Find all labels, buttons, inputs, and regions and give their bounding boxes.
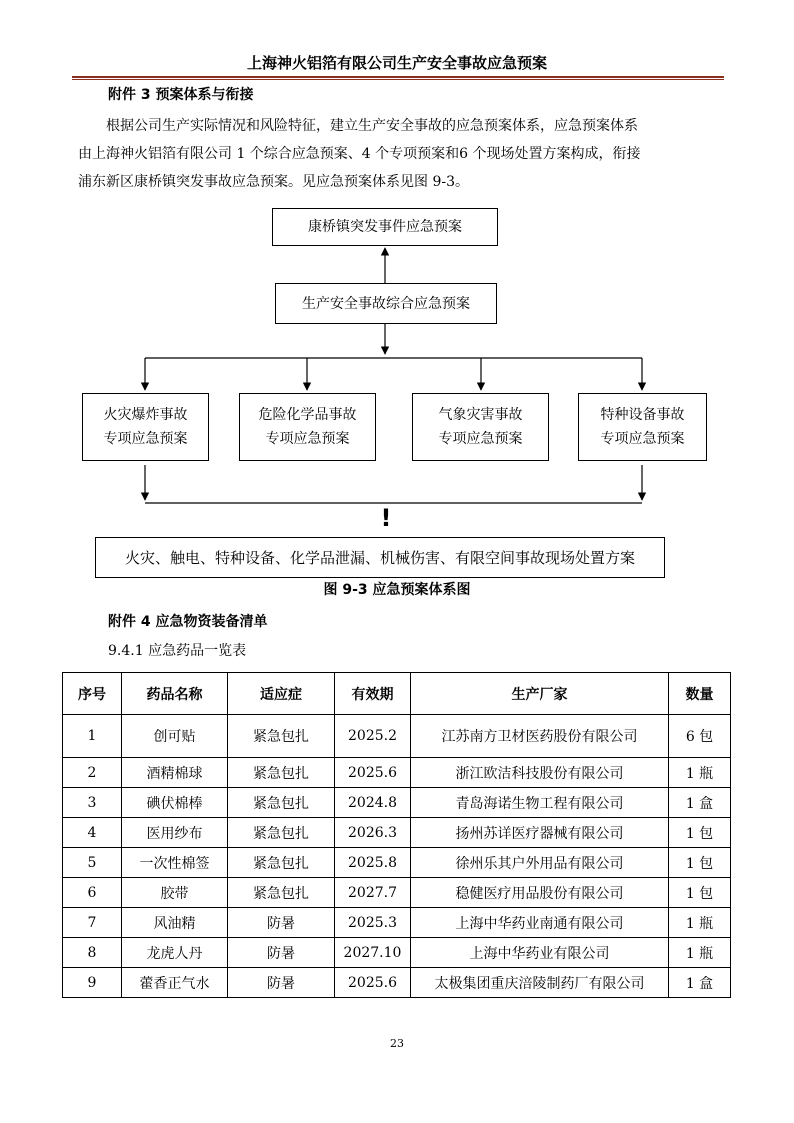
- special-equipment-plan-box: [578, 393, 707, 461]
- cell-index: 4: [63, 818, 122, 848]
- plan-box-line2: 专项应急预案: [265, 431, 350, 447]
- comprehensive-plan-box: 生产安全事故综合应急预案: [275, 283, 497, 324]
- cell-medicine-name: 藿香正气水: [122, 968, 228, 998]
- header-expiry: 有效期: [335, 673, 411, 715]
- header-indication: 适应症: [228, 673, 335, 715]
- cell-medicine-name: 龙虎人丹: [122, 938, 228, 968]
- cell-indication: 紧急包扎: [228, 758, 335, 788]
- plan-box-line1: 危险化学品事故: [258, 407, 357, 423]
- cell-indication: 防暑: [228, 908, 335, 938]
- cell-indication: 防暑: [228, 938, 335, 968]
- paragraph-line-1: 根据公司生产实际情况和风险特征，建立生产安全事故的应急预案体系，应急预案体系: [106, 118, 638, 134]
- table-row: [63, 908, 731, 938]
- table-row: [63, 848, 731, 878]
- cell-quantity: 1 包: [669, 848, 731, 878]
- onsite-response-plan-box: 火灾、触电、特种设备、化学品泄漏、机械伤害、有限空间事故现场处置方案: [95, 537, 665, 578]
- document-header-title: 上海神火铝箔有限公司生产安全事故应急预案: [246, 54, 547, 72]
- cell-manufacturer: 太极集团重庆涪陵制药厂有限公司: [411, 968, 669, 998]
- cell-index: 5: [63, 848, 122, 878]
- cell-indication: 紧急包扎: [228, 788, 335, 818]
- cell-expiry: 2027.7: [335, 878, 411, 908]
- cell-index: 6: [63, 878, 122, 908]
- table-row: [63, 968, 731, 998]
- plan-box-line2: 专项应急预案: [438, 431, 523, 447]
- cell-quantity: 1 瓶: [669, 938, 731, 968]
- cell-indication: 紧急包扎: [228, 818, 335, 848]
- cell-quantity: 1 包: [669, 818, 731, 848]
- cell-manufacturer: 上海中华药业有限公司: [411, 938, 669, 968]
- medicine-table: [62, 672, 731, 998]
- table-subheading: 9.4.1 应急药品一览表: [108, 643, 247, 659]
- cell-indication: 紧急包扎: [228, 878, 335, 908]
- exclamation-mark: !: [380, 504, 392, 532]
- page-number: 23: [390, 1037, 404, 1050]
- cell-expiry: 2024.8: [335, 788, 411, 818]
- cell-quantity: 6 包: [669, 715, 731, 758]
- paragraph-line-2: 由上海神火铝箔有限公司 1 个综合应急预案、4 个专项预案和6 个现场处置方案构成，衔接: [78, 146, 641, 162]
- cell-medicine-name: 创可贴: [122, 715, 228, 758]
- cell-quantity: 1 盒: [669, 968, 731, 998]
- cell-manufacturer: 徐州乐其户外用品有限公司: [411, 848, 669, 878]
- hazardous-chemical-plan-box: [239, 393, 376, 461]
- cell-expiry: 2025.3: [335, 908, 411, 938]
- cell-medicine-name: 胶带: [122, 878, 228, 908]
- cell-manufacturer: 稳健医疗用品股份有限公司: [411, 878, 669, 908]
- cell-index: 8: [63, 938, 122, 968]
- cell-expiry: 2025.6: [335, 968, 411, 998]
- cell-index: 1: [63, 715, 122, 758]
- cell-index: 9: [63, 968, 122, 998]
- cell-indication: 紧急包扎: [228, 848, 335, 878]
- table-row: [63, 758, 731, 788]
- plan-box-line1: 火灾爆炸事故: [103, 407, 188, 423]
- table-row: [63, 715, 731, 758]
- plan-box-line2: 专项应急预案: [600, 431, 685, 447]
- cell-indication: 紧急包扎: [228, 715, 335, 758]
- plan-box-line1: 特种设备事故: [600, 407, 685, 423]
- cell-medicine-name: 医用纱布: [122, 818, 228, 848]
- weather-disaster-plan-box: [412, 393, 549, 461]
- section4-heading: 附件 4 应急物资装备清单: [108, 614, 268, 630]
- cell-manufacturer: 扬州苏详医疗器械有限公司: [411, 818, 669, 848]
- section3-heading: 附件 3 预案体系与衔接: [108, 87, 254, 103]
- paragraph-line-3: 浦东新区康桥镇突发事故应急预案。见应急预案体系见图 9-3。: [78, 174, 469, 190]
- cell-quantity: 1 瓶: [669, 758, 731, 788]
- table-header-row: [63, 673, 731, 715]
- table-row: [63, 878, 731, 908]
- cell-index: 3: [63, 788, 122, 818]
- fire-explosion-plan-box: [82, 393, 209, 461]
- figure-caption: 图 9-3 应急预案体系图: [323, 582, 471, 598]
- cell-quantity: 1 盒: [669, 788, 731, 818]
- cell-manufacturer: 浙江欧洁科技股份有限公司: [411, 758, 669, 788]
- town-emergency-plan-box: 康桥镇突发事件应急预案: [272, 208, 498, 246]
- cell-medicine-name: 酒精棉球: [122, 758, 228, 788]
- cell-expiry: 2025.6: [335, 758, 411, 788]
- header-manufacturer: 生产厂家: [411, 673, 669, 715]
- cell-expiry: 2026.3: [335, 818, 411, 848]
- cell-expiry: 2025.8: [335, 848, 411, 878]
- header-index: 序号: [63, 673, 122, 715]
- cell-medicine-name: 风油精: [122, 908, 228, 938]
- cell-manufacturer: 上海中华药业南通有限公司: [411, 908, 669, 938]
- cell-index: 2: [63, 758, 122, 788]
- plan-box-line2: 专项应急预案: [103, 431, 188, 447]
- header-quantity: 数量: [669, 673, 731, 715]
- cell-medicine-name: 一次性棉签: [122, 848, 228, 878]
- cell-index: 7: [63, 908, 122, 938]
- table-row: [63, 938, 731, 968]
- table-row: [63, 788, 731, 818]
- cell-quantity: 1 包: [669, 878, 731, 908]
- cell-indication: 防暑: [228, 968, 335, 998]
- cell-quantity: 1 瓶: [669, 908, 731, 938]
- cell-expiry: 2027.10: [335, 938, 411, 968]
- cell-manufacturer: 青岛海诺生物工程有限公司: [411, 788, 669, 818]
- cell-expiry: 2025.2: [335, 715, 411, 758]
- header-medicine-name: 药品名称: [122, 673, 228, 715]
- cell-manufacturer: 江苏南方卫材医药股份有限公司: [411, 715, 669, 758]
- plan-box-line1: 气象灾害事故: [438, 407, 523, 423]
- table-row: [63, 818, 731, 848]
- cell-medicine-name: 碘伏棉棒: [122, 788, 228, 818]
